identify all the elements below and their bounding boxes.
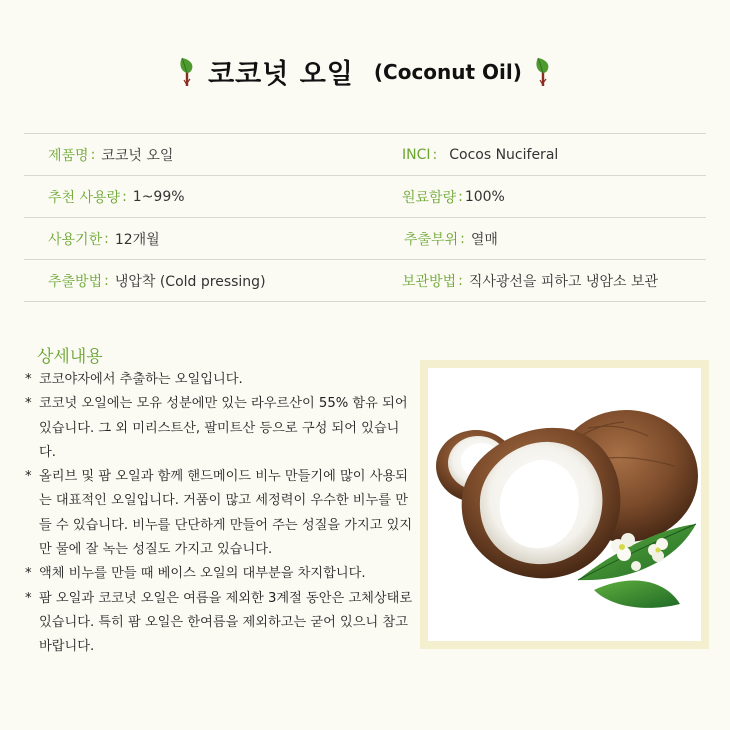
spec-value: 코코넛 오일 xyxy=(101,147,174,164)
spec-key: 추출방법 xyxy=(48,273,103,290)
spec-value: 12개월 xyxy=(114,231,160,248)
list-item xyxy=(24,587,416,660)
spec-row xyxy=(24,134,706,176)
spec-value: 100% xyxy=(464,188,505,205)
spec-value: 1~99% xyxy=(132,188,185,205)
spec-cell: 제품명 : 코코넛 오일 xyxy=(48,146,174,164)
spec-value: 냉압착 (Cold pressing) xyxy=(114,273,266,290)
list-item-text: 액체 비누를 만들 때 베이스 오일의 대부분을 차지합니다. xyxy=(39,566,366,582)
spec-row xyxy=(24,176,706,218)
spec-row xyxy=(24,260,706,302)
spec-key: 보관방법 xyxy=(402,273,457,290)
list-item-text: 팜 오일과 코코넛 오일은 여름을 제외한 3계절 동안은 고체상태로 있습니다. 특히 팜 오일은 한여름을 제외하고는 굳어 있으니 참고 바랍니다. xyxy=(39,590,413,655)
spec-key: INCI xyxy=(402,146,431,163)
spec-key: 제품명 xyxy=(48,147,89,164)
leaf-sprout-icon xyxy=(534,57,552,87)
bullet-star: * xyxy=(25,372,32,387)
bullet-star: * xyxy=(25,469,32,485)
details-heading: 상세내용 xyxy=(37,347,103,367)
spec-cell: 사용기한 : 12개월 xyxy=(48,230,160,248)
list-item xyxy=(24,562,416,586)
spec-cell: 추출부위 : 열매 xyxy=(404,230,498,248)
list-item-text: 코코넛 오일에는 모유 성분에만 있는 라우르산이 55% 함유 되어있습니다. 그 외 미리스트산, 팔미트산 등으로 구성 되어 있습니다. xyxy=(39,396,408,460)
spec-value: 열매 xyxy=(470,231,498,248)
list-item-text: 코코야자에서 추출하는 오일입니다. xyxy=(39,372,243,387)
list-item xyxy=(24,465,416,562)
spec-key: 원료함량 xyxy=(402,189,457,206)
page-subtitle: (Coconut Oil) xyxy=(373,59,522,84)
spec-value: 직사광선을 피하고 냉암소 보관 xyxy=(468,273,658,290)
spec-key: 사용기한 xyxy=(48,231,103,248)
spec-cell: INCI : Cocos Nuciferal xyxy=(402,146,559,163)
coconut-illustration xyxy=(428,368,701,641)
list-item-text: 올리브 및 팜 오일과 함께 핸드메이드 비누 만들기에 많이 사용되는 대표적인 오일입니다. 거품이 많고 세정력이 우수한 비누를 만들 수 있습니다. 비누를 단단하게 만들어 주는 성질을 가지고 있지만 물에 잘 녹는 성질도 가지고 있습니다. xyxy=(39,469,413,558)
list-item xyxy=(24,368,416,392)
spec-cell: 보관방법 : 직사광선을 피하고 냉암소 보관 xyxy=(402,272,658,290)
bullet-star: * xyxy=(25,566,32,582)
spec-table xyxy=(24,133,706,302)
coconut-photo-frame xyxy=(420,360,709,649)
leaf-sprout-icon xyxy=(178,57,196,87)
bullet-star: * xyxy=(25,590,32,606)
coconut-photo xyxy=(428,368,701,641)
spec-row xyxy=(24,218,706,260)
page-title: 코코넛 오일 xyxy=(208,59,354,90)
spec-cell: 원료함량 : 100% xyxy=(402,188,505,206)
spec-cell: 추천 사용량 : 1~99% xyxy=(48,188,185,206)
spec-cell: 추출방법 : 냉압착 (Cold pressing) xyxy=(48,272,266,290)
bullet-star: * xyxy=(25,396,32,412)
title-row xyxy=(0,52,730,91)
list-item xyxy=(24,392,416,465)
details-list xyxy=(24,368,416,660)
spec-key: 추천 사용량 xyxy=(48,189,121,206)
spec-value: Cocos Nuciferal xyxy=(449,146,559,163)
spec-key: 추출부위 xyxy=(404,231,459,248)
